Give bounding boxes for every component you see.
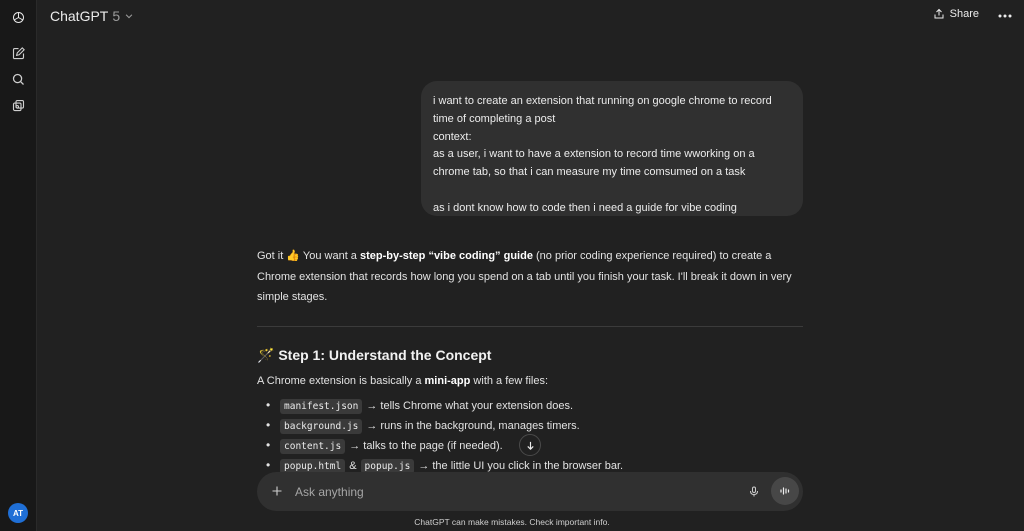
more-horizontal-icon	[998, 14, 1012, 18]
plus-icon	[271, 485, 283, 497]
step-desc-end: with a few files:	[470, 375, 549, 387]
search-icon[interactable]	[8, 69, 28, 89]
disclaimer: ChatGPT can make mistakes. Check important info.	[414, 517, 610, 527]
scroll-to-bottom-button[interactable]	[519, 434, 541, 456]
inline-code: • background.js	[280, 419, 362, 434]
list-item	[266, 396, 623, 416]
model-selector-button[interactable]	[50, 8, 134, 24]
file-list	[266, 396, 623, 476]
header	[37, 0, 1024, 34]
intro-text-start: Got it 👍 You want a	[257, 250, 360, 262]
library-icon[interactable]	[8, 95, 28, 115]
list-item	[266, 416, 623, 436]
step-1-heading: 🪄 Step 1: Understand the Concept	[257, 347, 492, 363]
step-desc-start: A Chrome extension is basically a	[257, 375, 425, 387]
dictate-button[interactable]	[746, 483, 762, 499]
step-desc-bold: mini-app	[424, 375, 471, 387]
avatar-initials: AT	[12, 508, 24, 518]
arrow-down-icon	[525, 440, 536, 451]
voice-waveform-icon	[779, 485, 791, 497]
assistant-intro	[257, 246, 803, 308]
microphone-icon	[748, 485, 760, 498]
chevron-down-icon	[124, 11, 134, 21]
intro-text-end: (no prior coding experience required) to create a Chrome extension that records how long you spend on a tab until you finish your task. I'll break it down in very simple stages.	[257, 250, 792, 303]
openai-logo-icon[interactable]	[8, 7, 28, 27]
ampersand: &	[349, 460, 357, 472]
share-button[interactable]	[933, 8, 979, 20]
user-message-text: i want to create an extension that running on google chrome to record time of completing a post context: as a user, i want to have a extension to record time wworking on a chrome tab, so that i can measure my time comsumed on a task as i dont know how to code then i need a guide for vibe coding	[433, 95, 772, 214]
model-version: 5	[112, 8, 121, 24]
divider	[257, 326, 803, 327]
add-attachment-button[interactable]	[269, 483, 285, 499]
share-label: Share	[949, 8, 979, 20]
list-item-text: → runs in the background, manages timers.	[366, 420, 580, 432]
assistant-message	[257, 246, 803, 308]
model-name: ChatGPT	[50, 8, 109, 24]
voice-mode-button[interactable]	[771, 477, 799, 505]
list-item-text: → talks to the page (if needed).	[349, 440, 503, 452]
inline-code: • popup.html	[280, 459, 345, 474]
user-message-bubble	[421, 81, 803, 216]
step-1-description	[257, 375, 548, 387]
inline-code: • manifest.json	[280, 399, 362, 414]
more-options-button[interactable]	[996, 7, 1014, 25]
new-chat-icon[interactable]	[8, 43, 28, 63]
intro-bold: step-by-step “vibe coding” guide	[359, 250, 533, 262]
prompt-input[interactable]	[295, 483, 715, 501]
composer	[257, 472, 803, 511]
list-item-text: → the little UI you click in the browser bar.	[418, 460, 624, 472]
sidebar-rail	[0, 0, 37, 531]
list-item	[266, 436, 623, 456]
inline-code: • content.js	[280, 439, 345, 454]
inline-code: popup.js	[361, 459, 415, 474]
share-icon	[933, 8, 945, 20]
list-item-text: → tells Chrome what your extension does.	[366, 400, 574, 412]
